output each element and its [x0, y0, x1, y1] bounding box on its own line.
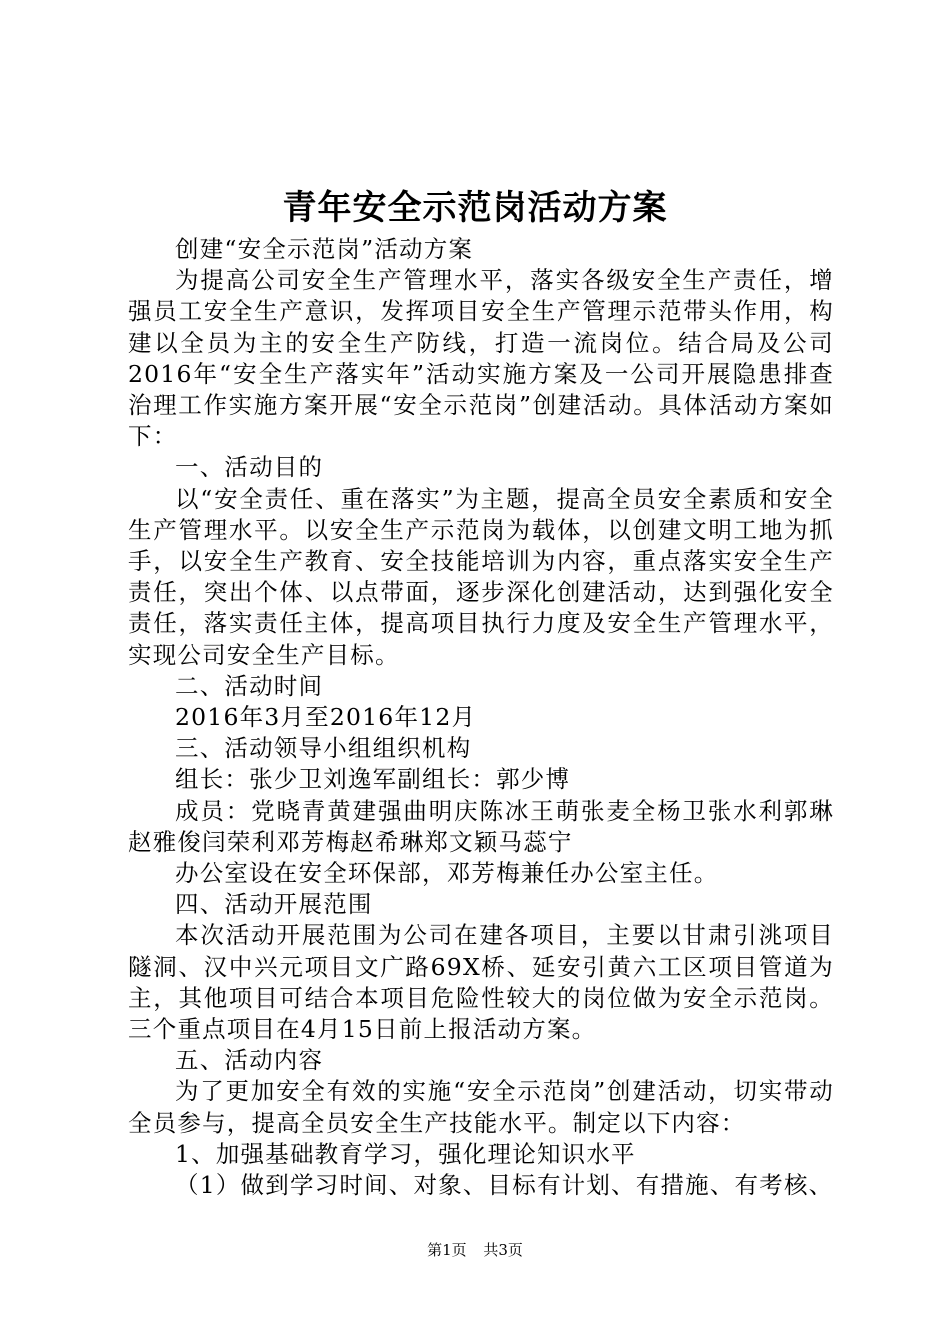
document-body — [128, 234, 834, 1201]
paragraph: 组长：张少卫刘逸军副组长：郭少博 — [175, 765, 571, 794]
document-title: 青年安全示范岗活动方案 — [282, 188, 668, 228]
paragraph: 为提高公司安全生产管理水平，落实各级安全生产责任，增强员工安全生产意识，发挥项目安全生产管理示范带头作用，构建以全员为主的安全生产防线，打造一流岗位。结合局及公司2016年“安全生产落实年”活动实施方案及一公司开展隐患排查治理工作实施方案开展“安全示范岗”创建活动。具体活动方案如下： — [128, 266, 834, 451]
page-number: 第1页 — [427, 1241, 467, 1259]
section-heading: 二、活动时间 — [175, 671, 324, 700]
subsection-heading: 1、加强基础教育学习，强化理论知识水平 — [175, 1139, 636, 1168]
paragraph: 创建“安全示范岗”活动方案 — [175, 235, 474, 263]
page-total: 共3页 — [483, 1241, 523, 1259]
section-heading: 一、活动目的 — [175, 453, 324, 482]
paragraph: 以“安全责任、重在落实”为主题，提高全员安全素质和安全生产管理水平。以安全生产示范岗为载体，以创建文明工地为抓手，以安全生产教育、安全技能培训为内容，重点落实安全生产责任，突出个体、以点带面，逐步深化创建活动，达到强化安全责任，落实责任主体，提高项目执行力度及安全生产管理水平，实现公司安全生产目标。 — [128, 484, 834, 669]
paragraph: 办公室设在安全环保部，邓芳梅兼任办公室主任。 — [175, 859, 719, 888]
page-footer — [0, 1240, 950, 1260]
section-heading: 四、活动开展范围 — [175, 890, 373, 919]
paragraph: 本次活动开展范围为公司在建各项目，主要以甘肃引洮项目隧洞、汉中兴元项目文广路69X桥、延安引黄六工区项目管道为主，其他项目可结合本项目危险性较大的岗位做为安全示范岗。三个重点项目在4月15日前上报活动方案。 — [128, 921, 834, 1044]
paragraph: （1）做到学习时间、对象、目标有计划、有措施、有考核、 — [175, 1171, 834, 1200]
paragraph: 成员：党晓青黄建强曲明庆陈冰王萌张麦全杨卫张水利郭琳赵雅俊闫荣利邓芳梅赵希琳郑文颖马蕊宁 — [128, 796, 834, 856]
section-heading: 三、活动领导小组组织机构 — [175, 734, 472, 763]
section-heading: 五、活动内容 — [175, 1046, 324, 1075]
paragraph: 为了更加安全有效的实施“安全示范岗”创建活动，切实带动全员参与，提高全员安全生产技能水平。制定以下内容： — [128, 1077, 834, 1137]
paragraph: 2016年3月至2016年12月 — [175, 703, 477, 732]
